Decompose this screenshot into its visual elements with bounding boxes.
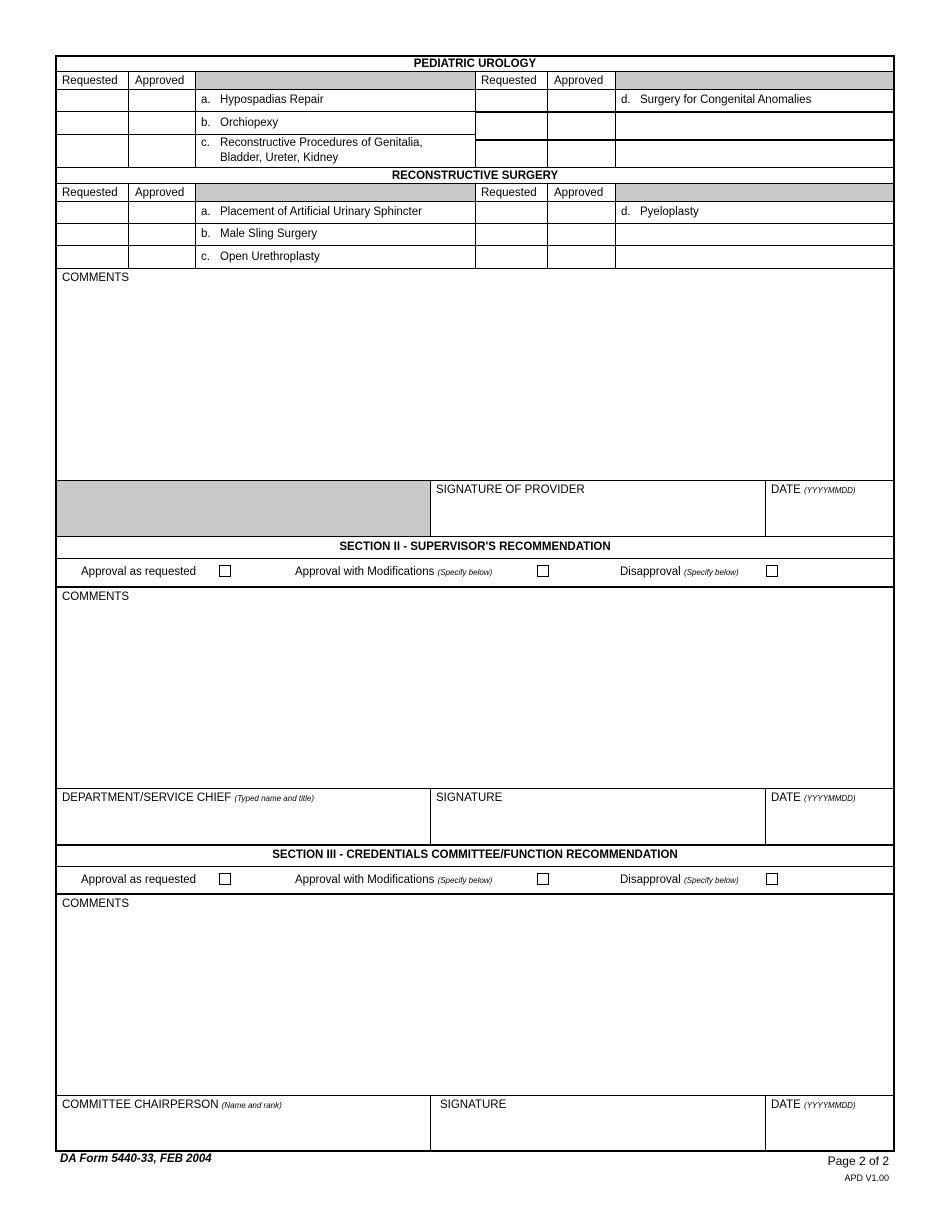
rs-approved-header-right: Approved	[554, 187, 604, 199]
s2-modifications-text: Approval with Modifications	[295, 566, 435, 578]
pu-item-c-label-line2: Bladder, Ureter, Kidney	[220, 152, 339, 164]
s3-modifications-text: Approval with Modifications	[295, 874, 435, 886]
s2-approval-checkbox[interactable]	[219, 565, 231, 577]
rs-requested-header-right: Requested	[481, 187, 537, 199]
s3-modifications-checkbox[interactable]	[537, 873, 549, 885]
s2-disapproval-label	[620, 565, 739, 580]
section3-comments-field[interactable]	[57, 912, 893, 1094]
pu-item-c-letter: c.	[201, 137, 210, 149]
s3-date-text: DATE	[771, 1099, 801, 1111]
s3-signature-field[interactable]	[431, 1113, 765, 1151]
s3-date-format: (YYYYMMDD)	[804, 1101, 856, 1110]
pu-item-d-letter: d.	[621, 94, 631, 106]
pu-d-requested-cell[interactable]	[476, 90, 547, 111]
rs-c-requested-cell[interactable]	[58, 246, 128, 268]
rs-item-a-label: Placement of Artificial Urinary Sphincter	[220, 206, 422, 218]
page-number: Page 2 of 2	[827, 1154, 889, 1168]
pediatric-urology-title: PEDIATRIC UROLOGY	[413, 58, 537, 70]
form-id: DA Form 5440-33, FEB 2004	[60, 1153, 212, 1165]
pu-item-c-label: Reconstructive Procedures of Genitalia,	[220, 137, 423, 149]
s2-date-format: (YYYYMMDD)	[804, 794, 856, 803]
pu-b-approved-cell[interactable]	[129, 112, 195, 134]
pu-item-a-letter: a.	[201, 94, 211, 106]
section1-date-field[interactable]	[766, 498, 893, 536]
form-version: APD V1.00	[844, 1173, 889, 1183]
section1-date-format: (YYYYMMDD)	[804, 486, 856, 495]
s2-modifications-checkbox[interactable]	[537, 565, 549, 577]
section1-date-text: DATE	[771, 484, 801, 496]
rs-item-b-label: Male Sling Surgery	[220, 228, 318, 240]
chair-label	[62, 1098, 282, 1113]
rs-item-d-letter: d.	[621, 206, 631, 218]
s2-approval-label: Approval as requested	[81, 566, 197, 578]
s2-date-label	[771, 791, 856, 806]
section1-comments-field[interactable]	[57, 286, 893, 479]
s3-modifications-label	[295, 873, 492, 888]
chair-label-text: COMMITTEE CHAIRPERSON	[62, 1099, 219, 1111]
section3-comments-label: COMMENTS	[62, 898, 130, 910]
pu-c-approved-cell[interactable]	[129, 135, 195, 167]
rs-approved-header-left: Approved	[135, 187, 185, 199]
chair-label-hint: (Name and rank)	[221, 1101, 282, 1110]
chair-name-field[interactable]	[58, 1113, 430, 1151]
pu-approved-header-right: Approved	[554, 75, 604, 87]
s3-signature-label: SIGNATURE	[440, 1099, 507, 1111]
s2-modifications-hint: (Specify below)	[437, 568, 493, 577]
rs-b-requested-cell[interactable]	[58, 224, 128, 245]
rs-a-approved-cell[interactable]	[129, 202, 195, 223]
rs-item-c-label: Open Urethroplasty	[220, 251, 320, 263]
s3-date-field[interactable]	[766, 1113, 893, 1151]
pu-a-approved-cell[interactable]	[129, 90, 195, 111]
s3-disapproval-hint: (Specify below)	[683, 876, 739, 885]
rs-item-c-letter: c.	[201, 251, 210, 263]
provider-signature-field[interactable]	[431, 498, 765, 536]
chief-label	[62, 791, 314, 806]
pu-item-d-label: Surgery for Congenital Anomalies	[640, 94, 812, 106]
rs-b-approved-cell[interactable]	[129, 224, 195, 245]
s2-disapproval-text: Disapproval	[620, 566, 681, 578]
s3-modifications-hint: (Specify below)	[437, 876, 493, 885]
s2-date-field[interactable]	[766, 806, 893, 844]
pu-a-requested-cell[interactable]	[58, 90, 128, 111]
rs-c-approved-cell[interactable]	[129, 246, 195, 268]
section2-title: SECTION II - SUPERVISOR'S RECOMMENDATION	[339, 541, 611, 553]
rs-d-approved-cell[interactable]	[548, 202, 615, 223]
section2-comments-label: COMMENTS	[62, 591, 130, 603]
chief-name-field[interactable]	[58, 806, 430, 844]
pu-item-a-label: Hypospadias Repair	[220, 94, 324, 106]
s3-approval-label: Approval as requested	[81, 874, 197, 886]
reconstructive-surgery-title: RECONSTRUCTIVE SURGERY	[391, 170, 559, 182]
rs-d-requested-cell[interactable]	[476, 202, 547, 223]
section2-comments-field[interactable]	[57, 605, 893, 787]
s3-disapproval-checkbox[interactable]	[766, 873, 778, 885]
s3-approval-checkbox[interactable]	[219, 873, 231, 885]
rs-a-requested-cell[interactable]	[58, 202, 128, 223]
pu-item-b-label: Orchiopexy	[220, 117, 279, 129]
rs-item-a-letter: a.	[201, 206, 211, 218]
s2-disapproval-checkbox[interactable]	[766, 565, 778, 577]
section3-title: SECTION III - CREDENTIALS COMMITTEE/FUNCTION RECOMMENDATION	[272, 849, 678, 861]
s2-signature-field[interactable]	[431, 806, 765, 844]
rs-item-d-label: Pyeloplasty	[640, 206, 699, 218]
s2-signature-label: SIGNATURE	[436, 792, 503, 804]
pu-item-b-letter: b.	[201, 117, 211, 129]
s2-date-text: DATE	[771, 792, 801, 804]
pu-requested-header-left: Requested	[62, 75, 118, 87]
s3-disapproval-label	[620, 873, 739, 888]
s3-disapproval-text: Disapproval	[620, 874, 681, 886]
pu-requested-header-right: Requested	[481, 75, 537, 87]
rs-requested-header-left: Requested	[62, 187, 118, 199]
pu-d-approved-cell[interactable]	[548, 90, 615, 111]
pu-approved-header-left: Approved	[135, 75, 185, 87]
pu-b-requested-cell[interactable]	[58, 112, 128, 134]
s3-date-label	[771, 1098, 856, 1113]
rs-item-b-letter: b.	[201, 228, 211, 240]
provider-signature-label: SIGNATURE OF PROVIDER	[436, 484, 585, 496]
chief-label-text: DEPARTMENT/SERVICE CHIEF	[62, 792, 232, 804]
s2-disapproval-hint: (Specify below)	[683, 568, 739, 577]
s2-modifications-label	[295, 565, 492, 580]
chief-label-hint: (Typed name and title)	[234, 794, 314, 803]
section1-gray-block	[57, 481, 430, 536]
section1-comments-label: COMMENTS	[62, 272, 130, 284]
pu-c-requested-cell[interactable]	[58, 135, 128, 167]
section1-date-label	[771, 483, 856, 498]
